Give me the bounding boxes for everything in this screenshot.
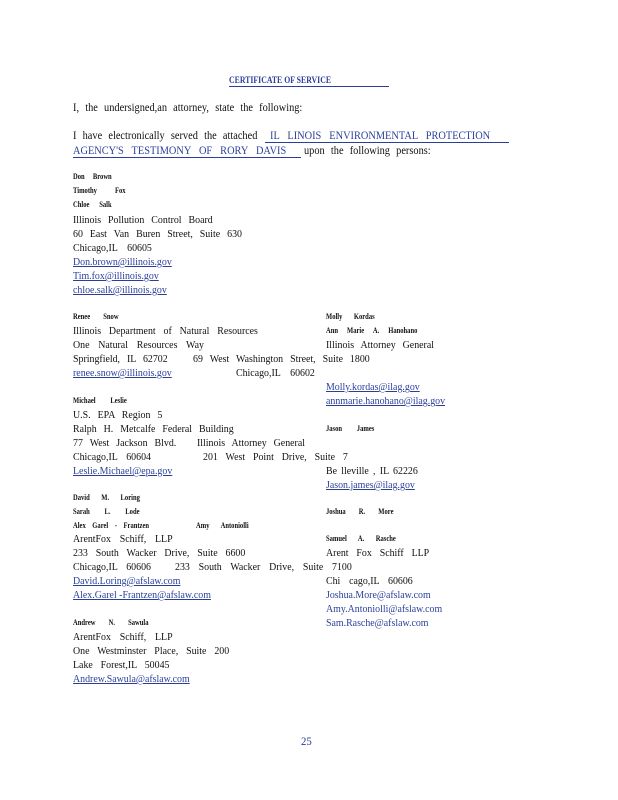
served-prefix: I have electronically served the attached bbox=[73, 130, 258, 142]
recipient-city: Chicago,IL 60602 bbox=[236, 367, 315, 379]
recipient-name: Alex Garel - Frantzen bbox=[73, 521, 150, 530]
email-link[interactable]: Amy.Antoniolli@afslaw.com bbox=[326, 603, 443, 615]
recipient-name: David M. Loring bbox=[73, 493, 140, 502]
recipient-name: Michael Leslie bbox=[73, 396, 127, 405]
email-link[interactable]: chloe.salk@illinois.gov bbox=[73, 284, 167, 296]
recipient-name: Renee Snow bbox=[73, 312, 119, 321]
attorney-statement: I, the undersigned,an attorney, state the following: bbox=[73, 102, 303, 114]
recipient-name: Chloe Salk bbox=[73, 200, 112, 209]
email-link[interactable]: Jason.james@ilag.gov bbox=[326, 479, 415, 491]
recipient-name: Jason James bbox=[326, 424, 375, 433]
recipient-address: 77 West Jackson Blvd. bbox=[73, 437, 177, 449]
email-link[interactable]: Andrew.Sawula@afslaw.com bbox=[73, 673, 190, 685]
recipient-city: Lake Forest,IL 50045 bbox=[73, 659, 170, 671]
recipient-address: 69 West Washington Street, Suite 1800 bbox=[193, 353, 370, 365]
recipient-address: 201 West Point Drive, Suite 7 bbox=[203, 451, 348, 463]
recipient-city: Chicago,IL 60604 bbox=[73, 451, 151, 463]
page-number: 25 bbox=[301, 734, 312, 748]
email-link[interactable]: Sam.Rasche@afslaw.com bbox=[326, 617, 429, 629]
recipient-address: One Natural Resources Way bbox=[73, 339, 204, 351]
recipient-address: 233 South Wacker Drive, Suite 6600 bbox=[73, 547, 246, 559]
recipient-name: Ann Marie A. Hanohano bbox=[326, 326, 418, 335]
email-link[interactable]: annmarie.hanohano@ilag.gov bbox=[326, 395, 446, 407]
served-document-title-line2: AGENCY'S TESTIMONY OF RORY DAVIS bbox=[73, 145, 287, 157]
recipient-address: One Westminster Place, Suite 200 bbox=[73, 645, 230, 657]
recipient-organization: Illinois Attorney General bbox=[326, 339, 434, 351]
doc-title-underline-2 bbox=[73, 157, 301, 158]
recipient-name: Molly Kordas bbox=[326, 312, 375, 321]
recipient-city: Chicago,IL 60606 bbox=[73, 561, 151, 573]
recipient-name: Sarah L. Lode bbox=[73, 507, 140, 516]
recipient-name: Amy Antoniolli bbox=[196, 521, 249, 530]
email-link[interactable]: Joshua.More@afslaw.com bbox=[326, 589, 431, 601]
recipient-city: Springfield, IL 62702 bbox=[73, 353, 168, 365]
recipient-name: Don Brown bbox=[73, 172, 112, 181]
email-link[interactable]: Alex.Garel -Frantzen@afslaw.com bbox=[73, 589, 211, 601]
recipient-address: 60 East Van Buren Street, Suite 630 bbox=[73, 228, 242, 240]
email-link[interactable]: Don.brown@illinois.gov bbox=[73, 256, 172, 268]
email-link[interactable]: David.Loring@afslaw.com bbox=[73, 575, 181, 587]
recipient-organization: ArentFox Schiff, LLP bbox=[73, 533, 173, 545]
recipient-organization: Arent Fox Schiff LLP bbox=[326, 547, 430, 559]
recipient-city: Chicago,IL 60605 bbox=[73, 242, 152, 254]
recipient-name: Andrew N. Sawula bbox=[73, 618, 149, 627]
served-document-title-line1: IL LINOIS ENVIRONMENTAL PROTECTION bbox=[270, 130, 491, 142]
email-link[interactable]: Leslie.Michael@epa.gov bbox=[73, 465, 173, 477]
doc-title-underline-1 bbox=[265, 142, 509, 143]
recipient-address: Ralph H. Metcalfe Federal Building bbox=[73, 423, 234, 435]
recipient-name: Joshua R. More bbox=[326, 507, 394, 516]
certificate-title: CERTIFICATE OF SERVICE bbox=[229, 76, 332, 86]
served-suffix: upon the following persons: bbox=[304, 145, 431, 157]
recipient-organization: Illinois Attorney General bbox=[197, 437, 305, 449]
email-link[interactable]: renee.snow@illinois.gov bbox=[73, 367, 172, 379]
title-underline bbox=[229, 86, 389, 87]
recipient-address: 233 South Wacker Drive, Suite 7100 bbox=[175, 561, 352, 573]
email-link[interactable]: Tim.fox@illinois.gov bbox=[73, 270, 159, 282]
email-link[interactable]: Molly.kordas@ilag.gov bbox=[326, 381, 420, 393]
recipient-name: Timothy Fox bbox=[73, 186, 126, 195]
recipient-organization: Illinois Pollution Control Board bbox=[73, 214, 213, 226]
recipient-city: Be lleville , IL 62226 bbox=[326, 465, 418, 477]
recipient-organization: ArentFox Schiff, LLP bbox=[73, 631, 173, 643]
recipient-organization: Illinois Department of Natural Resources bbox=[73, 325, 258, 337]
recipient-name: Samuel A. Rasche bbox=[326, 534, 396, 543]
recipient-organization: U.S. EPA Region 5 bbox=[73, 409, 163, 421]
recipient-city: Chi cago,IL 60606 bbox=[326, 575, 413, 587]
